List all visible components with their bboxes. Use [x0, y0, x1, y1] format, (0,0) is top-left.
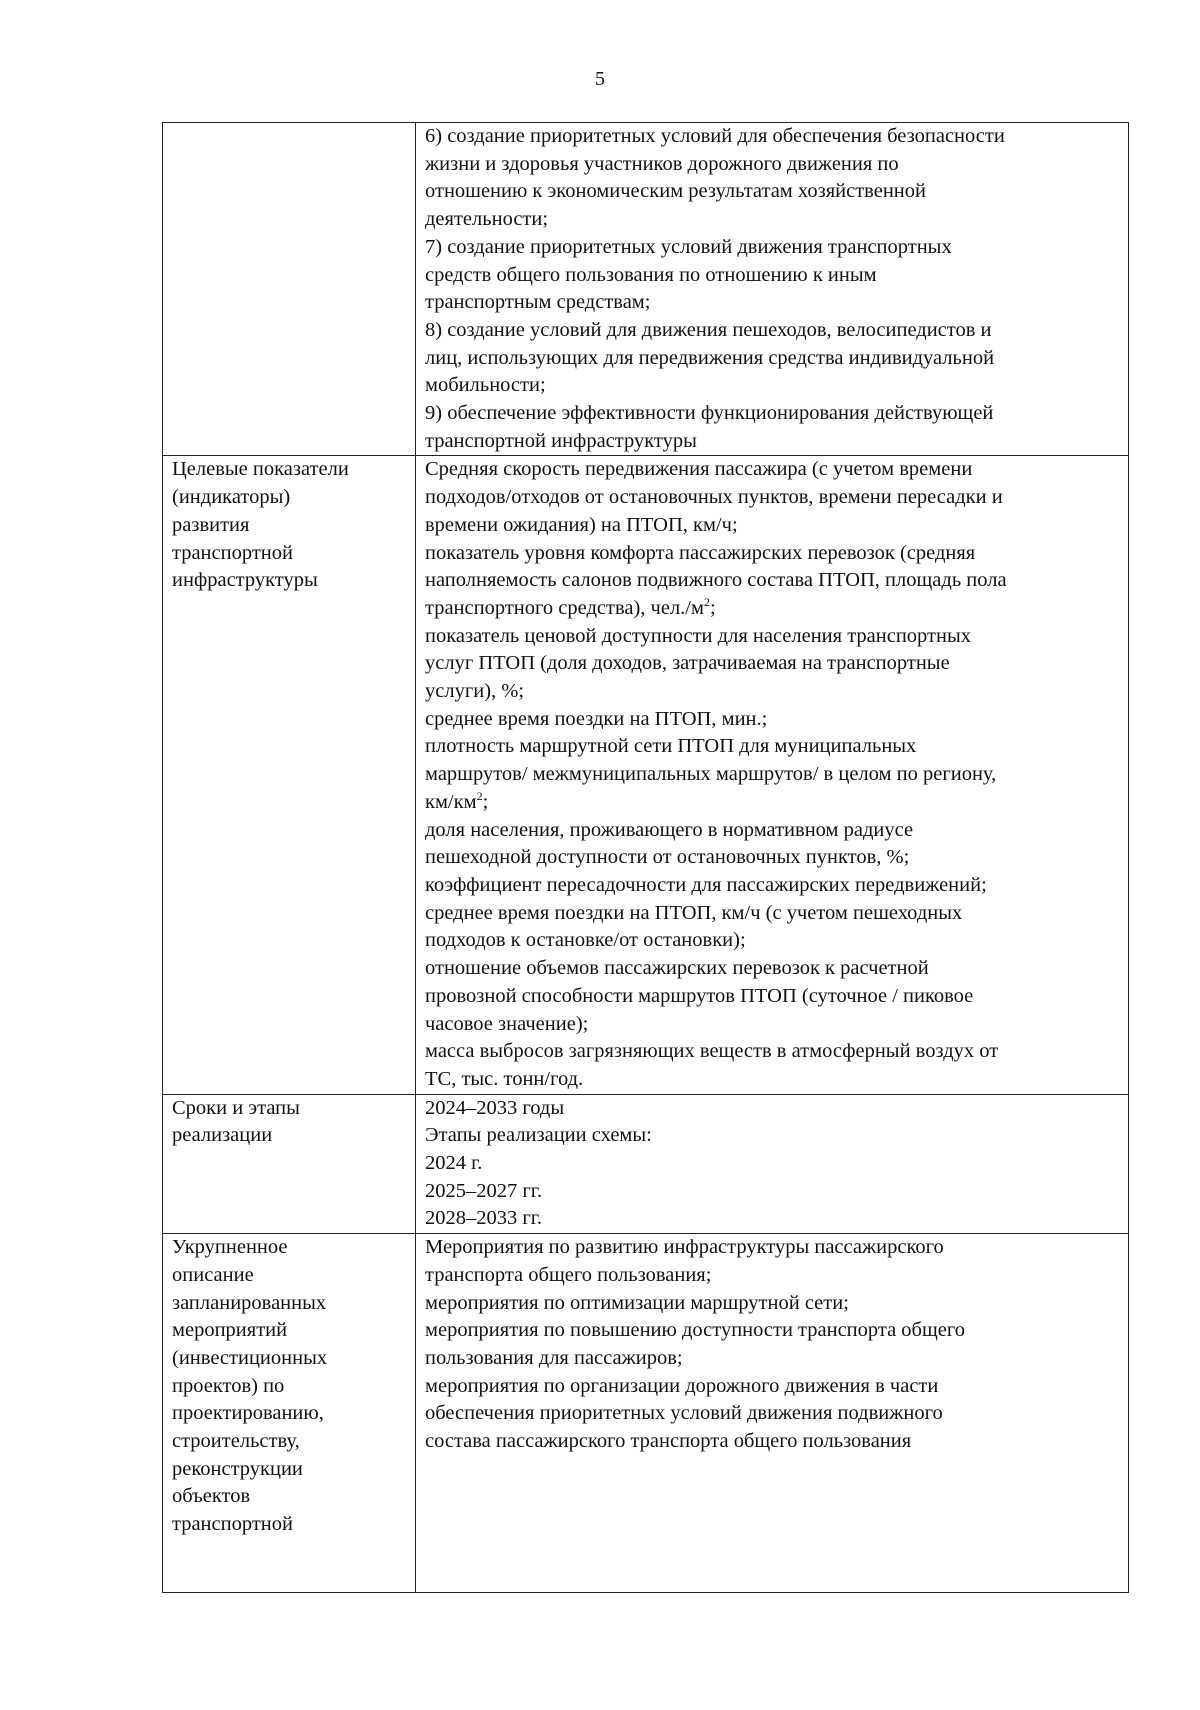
- content-line: ТС, тыс. тонн/год.: [425, 1067, 584, 1090]
- content-line: 8) создание условий для движения пешеходов, велосипедистов и: [425, 318, 992, 341]
- content-line: 7) создание приоритетных условий движения транспортных: [425, 235, 952, 258]
- content-line: среднее время поездки на ПТОП, мин.;: [425, 707, 768, 730]
- content-line: провозной способности маршрутов ПТОП (суточное / пиковое: [425, 984, 974, 1007]
- label-line: инфраструктуры: [172, 569, 318, 592]
- row-content-cell: [416, 456, 1129, 1094]
- row-label-cell: [163, 1234, 416, 1593]
- content-line: услуги), %;: [425, 680, 525, 703]
- content-line: отношению к экономическим результатам хозяйственной: [425, 180, 926, 203]
- table-row: [163, 1234, 1129, 1593]
- label-line: реализации: [172, 1124, 273, 1147]
- punctuation: ;: [482, 790, 489, 813]
- label-line: (индикаторы): [172, 486, 291, 509]
- superscript: 2: [703, 595, 710, 610]
- content-line: подходов/отходов от остановочных пунктов, времени пересадки и: [425, 486, 1003, 509]
- content-line: доля населения, проживающего в нормативном радиусе: [425, 818, 914, 841]
- content-line: 2024 г.: [425, 1152, 483, 1175]
- label-line: Сроки и этапы: [172, 1096, 300, 1119]
- content-line: 9) обеспечение эффективности функционирования действующей: [425, 402, 994, 425]
- content-line: коэффициент пересадочности для пассажирских передвижений;: [425, 873, 987, 896]
- superscript: 2: [476, 789, 483, 804]
- passport-table: [162, 122, 1129, 1593]
- content-line: 2024–2033 годы: [425, 1096, 565, 1119]
- content-line: 6) создание приоритетных условий для обеспечения безопасности: [425, 125, 1005, 147]
- content-line: пешеходной доступности от остановочных пунктов, %;: [425, 846, 910, 869]
- content-line: среднее время поездки на ПТОП, км/ч (с учетом пешеходных: [425, 901, 963, 924]
- page-number: 5: [595, 68, 605, 90]
- row-content-cell: [416, 1094, 1129, 1234]
- content-line: 2028–2033 гг.: [425, 1207, 543, 1230]
- content-line: состава пассажирского транспорта общего пользования: [425, 1430, 912, 1453]
- content-line: отношение объемов пассажирских перевозок к расчетной: [425, 957, 929, 980]
- row-content-cell: [416, 123, 1129, 456]
- content-line: услуг ПТОП (доля доходов, затрачиваемая на транспортные: [425, 652, 950, 675]
- content-line: обеспечения приоритетных условий движения подвижного: [425, 1402, 943, 1425]
- label-line: реконструкции: [172, 1457, 303, 1480]
- label-line: объектов: [172, 1485, 251, 1508]
- content-line: плотность маршрутной сети ПТОП для муниципальных: [425, 735, 917, 758]
- table-row: [163, 1094, 1129, 1234]
- content-line: мероприятия по оптимизации маршрутной сети;: [425, 1291, 849, 1314]
- label-line: описание: [172, 1263, 254, 1286]
- content-line: транспортным средствам;: [425, 291, 651, 314]
- content-line: жизни и здоровья участников дорожного движения по: [425, 152, 899, 175]
- content-line: показатель уровня комфорта пассажирских перевозок (средняя: [425, 541, 976, 564]
- row-label-cell: [163, 123, 416, 456]
- label-line: строительству,: [172, 1430, 300, 1453]
- table-row: [163, 456, 1129, 1094]
- label-line: развития: [172, 513, 250, 536]
- content-line: подходов к остановке/от остановки);: [425, 929, 746, 952]
- content-line: мероприятия по организации дорожного движения в части: [425, 1374, 939, 1397]
- content-line: пользования для пассажиров;: [425, 1346, 683, 1369]
- label-line: Укрупненное: [172, 1236, 288, 1259]
- content-line: лиц, использующих для передвижения средства индивидуальной: [425, 346, 995, 369]
- content-text: транспортного средства), чел./м: [425, 596, 704, 619]
- content-line: показатель ценовой доступности для населения транспортных: [425, 624, 971, 647]
- label-line: запланированных: [172, 1291, 327, 1314]
- content-line: Средняя скорость передвижения пассажира (с учетом времени: [425, 458, 973, 481]
- label-line: Целевые показатели: [172, 458, 349, 481]
- row-content-cell: [416, 1234, 1129, 1593]
- content-line: маршрутов/ межмуниципальных маршрутов/ в целом по региону,: [425, 763, 997, 786]
- content-line: 2025–2027 гг.: [425, 1179, 543, 1202]
- content-line: наполняемость салонов подвижного состава ПТОП, площадь пола: [425, 569, 1007, 592]
- content-line-with-superscript: [425, 595, 1122, 623]
- label-line: транспортной: [172, 541, 293, 564]
- row-label-cell: [163, 1094, 416, 1234]
- content-line: Мероприятия по развитию инфраструктуры пассажирского: [425, 1236, 944, 1259]
- content-line: деятельности;: [425, 208, 549, 231]
- label-line: транспортной: [172, 1513, 293, 1536]
- label-line: (инвестиционных: [172, 1346, 328, 1369]
- content-line-with-superscript: [425, 789, 1122, 817]
- content-line: времени ожидания) на ПТОП, км/ч;: [425, 513, 738, 536]
- table-row: [163, 123, 1129, 456]
- content-line: средств общего пользования по отношению к иным: [425, 263, 877, 286]
- content-text: км/км: [425, 790, 477, 813]
- content-line: мероприятия по повышению доступности транспорта общего: [425, 1319, 966, 1342]
- content-line: транспорта общего пользования;: [425, 1263, 712, 1286]
- content-line: мобильности;: [425, 374, 546, 397]
- content-line: часовое значение);: [425, 1012, 589, 1035]
- row-label-cell: [163, 456, 416, 1094]
- content-line: Этапы реализации схемы:: [425, 1124, 652, 1147]
- label-line: проектов) по: [172, 1374, 285, 1397]
- content-line: масса выбросов загрязняющих веществ в атмосферный воздух от: [425, 1040, 999, 1063]
- content-line: транспортной инфраструктуры: [425, 429, 697, 452]
- label-line: проектированию,: [172, 1402, 324, 1425]
- label-line: мероприятий: [172, 1319, 288, 1342]
- punctuation: ;: [709, 596, 716, 619]
